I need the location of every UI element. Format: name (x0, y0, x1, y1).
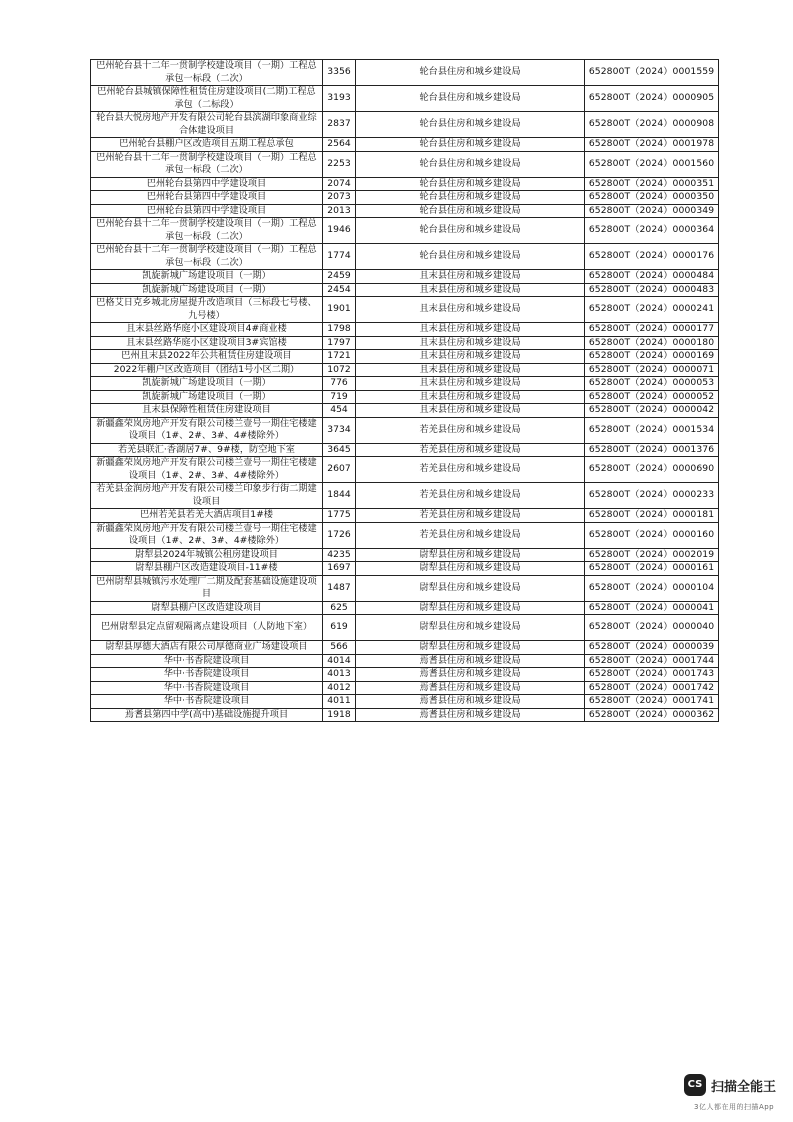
project-name-cell: 巴州且末县2022年公共租赁住房建设项目 (91, 350, 323, 364)
issuing-unit-cell: 若羌县住房和城乡建设局 (356, 443, 585, 457)
amount-cell: 776 (323, 377, 356, 391)
certificate-number-cell: 652800T（2024）0000908 (585, 112, 719, 138)
project-name-cell: 巴州轮台县十二年一贯制学校建设项目（一期）工程总承包一标段（二次） (91, 218, 323, 244)
project-name-cell: 巴州轮台县第四中学建设项目 (91, 191, 323, 205)
table-row (91, 443, 719, 457)
table-row (91, 204, 719, 218)
issuing-unit-cell: 尉犁县住房和城乡建设局 (356, 548, 585, 562)
certificate-number-cell: 652800T（2024）0000071 (585, 363, 719, 377)
project-name-cell: 巴州轮台县棚户区改造项目五期工程总承包 (91, 138, 323, 152)
table-row (91, 509, 719, 523)
amount-cell: 1697 (323, 562, 356, 576)
certificate-number-cell: 652800T（2024）0000351 (585, 177, 719, 191)
certificate-number-cell: 652800T（2024）0001376 (585, 443, 719, 457)
table-row (91, 695, 719, 709)
certificate-number-cell: 652800T（2024）0001559 (585, 60, 719, 86)
certificate-number-cell: 652800T（2024）0000349 (585, 204, 719, 218)
project-name-cell: 2022年棚户区改造项目（团结1号小区二期） (91, 363, 323, 377)
project-name-cell: 若羌县金润房地产开发有限公司楼兰印象步行街二期建设项目 (91, 483, 323, 509)
project-name-cell: 华中·书香院建设项目 (91, 695, 323, 709)
amount-cell: 3356 (323, 60, 356, 86)
amount-cell: 1487 (323, 575, 356, 601)
issuing-unit-cell: 焉耆县住房和城乡建设局 (356, 708, 585, 722)
project-name-cell: 华中·书香院建设项目 (91, 654, 323, 668)
certificate-number-cell: 652800T（2024）0002019 (585, 548, 719, 562)
issuing-unit-cell: 轮台县住房和城乡建设局 (356, 191, 585, 205)
project-name-cell: 新疆鑫荣岚房地产开发有限公司楼兰壹号一期住宅楼建设项目（1#、2#、3#、4#楼除外） (91, 457, 323, 483)
amount-cell: 1775 (323, 509, 356, 523)
issuing-unit-cell: 轮台县住房和城乡建设局 (356, 244, 585, 270)
certificate-number-cell: 652800T（2024）0000041 (585, 601, 719, 615)
issuing-unit-cell: 轮台县住房和城乡建设局 (356, 218, 585, 244)
issuing-unit-cell: 焉耆县住房和城乡建设局 (356, 668, 585, 682)
amount-cell: 1798 (323, 323, 356, 337)
issuing-unit-cell: 轮台县住房和城乡建设局 (356, 112, 585, 138)
issuing-unit-cell: 且末县住房和城乡建设局 (356, 323, 585, 337)
issuing-unit-cell: 且末县住房和城乡建设局 (356, 377, 585, 391)
issuing-unit-cell: 若羌县住房和城乡建设局 (356, 457, 585, 483)
issuing-unit-cell: 且末县住房和城乡建设局 (356, 404, 585, 418)
issuing-unit-cell: 轮台县住房和城乡建设局 (356, 86, 585, 112)
amount-cell: 2013 (323, 204, 356, 218)
certificate-number-cell: 652800T（2024）0000040 (585, 615, 719, 641)
amount-cell: 1721 (323, 350, 356, 364)
table-row (91, 562, 719, 576)
issuing-unit-cell: 若羌县住房和城乡建设局 (356, 483, 585, 509)
issuing-unit-cell: 焉耆县住房和城乡建设局 (356, 654, 585, 668)
table-row (91, 457, 719, 483)
certificate-number-cell: 652800T（2024）0000362 (585, 708, 719, 722)
table-row (91, 601, 719, 615)
table-row (91, 177, 719, 191)
table-row (91, 336, 719, 350)
certificate-number-cell: 652800T（2024）0000042 (585, 404, 719, 418)
certificate-number-cell: 652800T（2024）0000104 (585, 575, 719, 601)
project-name-cell: 华中·书香院建设项目 (91, 668, 323, 682)
project-table (90, 59, 719, 722)
certificate-number-cell: 652800T（2024）0000181 (585, 509, 719, 523)
issuing-unit-cell: 且末县住房和城乡建设局 (356, 283, 585, 297)
project-name-cell: 巴州轮台县城镇保障性租赁住房建设项目(二期)工程总承包（二标段） (91, 86, 323, 112)
certificate-number-cell: 652800T（2024）0001534 (585, 417, 719, 443)
table-row (91, 191, 719, 205)
amount-cell: 1901 (323, 297, 356, 323)
table-row (91, 138, 719, 152)
issuing-unit-cell: 焉耆县住房和城乡建设局 (356, 681, 585, 695)
amount-cell: 1072 (323, 363, 356, 377)
project-name-cell: 且末县丝路华庭小区建设项目4#商业楼 (91, 323, 323, 337)
table-row (91, 60, 719, 86)
project-name-cell: 尉犁县厚德大酒店有限公司厚德商业广场建设项目 (91, 641, 323, 655)
amount-cell: 1797 (323, 336, 356, 350)
project-name-cell: 巴州尉犁县定点留观隔离点建设项目（人防地下室） (91, 615, 323, 641)
project-name-cell: 巴格艾日克乡城北房屋提升改造项目（三标段七号楼、九号楼） (91, 297, 323, 323)
table-row (91, 151, 719, 177)
certificate-number-cell: 652800T（2024）0000483 (585, 283, 719, 297)
issuing-unit-cell: 尉犁县住房和城乡建设局 (356, 562, 585, 576)
project-name-cell: 巴州尉犁县城镇污水处理厂二期及配套基础设施建设项目 (91, 575, 323, 601)
project-name-cell: 焉耆县第四中学(高中)基础设施提升项目 (91, 708, 323, 722)
issuing-unit-cell: 轮台县住房和城乡建设局 (356, 151, 585, 177)
amount-cell: 1844 (323, 483, 356, 509)
certificate-number-cell: 652800T（2024）0000180 (585, 336, 719, 350)
table-row (91, 283, 719, 297)
project-name-cell: 巴州轮台县第四中学建设项目 (91, 204, 323, 218)
amount-cell: 625 (323, 601, 356, 615)
issuing-unit-cell: 尉犁县住房和城乡建设局 (356, 615, 585, 641)
issuing-unit-cell: 若羌县住房和城乡建设局 (356, 509, 585, 523)
certificate-number-cell: 652800T（2024）0000176 (585, 244, 719, 270)
certificate-number-cell: 652800T（2024）0001743 (585, 668, 719, 682)
table-row (91, 575, 719, 601)
issuing-unit-cell: 尉犁县住房和城乡建设局 (356, 601, 585, 615)
project-name-cell: 华中·书香院建设项目 (91, 681, 323, 695)
watermark-subtitle: 3亿人都在用的扫描App (694, 1103, 775, 1111)
issuing-unit-cell: 焉耆县住房和城乡建设局 (356, 695, 585, 709)
certificate-number-cell: 652800T（2024）0001742 (585, 681, 719, 695)
issuing-unit-cell: 且末县住房和城乡建设局 (356, 297, 585, 323)
amount-cell: 4012 (323, 681, 356, 695)
camscanner-logo-icon: CS (684, 1074, 706, 1096)
project-name-cell: 尉犁县2024年城镇公租房建设项目 (91, 548, 323, 562)
table-row (91, 548, 719, 562)
issuing-unit-cell: 尉犁县住房和城乡建设局 (356, 641, 585, 655)
project-name-cell: 凯旋新城广场建设项目（一期） (91, 377, 323, 391)
amount-cell: 619 (323, 615, 356, 641)
project-name-cell: 新疆鑫荣岚房地产开发有限公司楼兰壹号一期住宅楼建设项目（1#、2#、3#、4#楼除外） (91, 417, 323, 443)
amount-cell: 2073 (323, 191, 356, 205)
project-name-cell: 尉犁县棚户区改造建设项目 (91, 601, 323, 615)
certificate-number-cell: 652800T（2024）0000484 (585, 270, 719, 284)
certificate-number-cell: 652800T（2024）0000905 (585, 86, 719, 112)
amount-cell: 1774 (323, 244, 356, 270)
amount-cell: 4013 (323, 668, 356, 682)
amount-cell: 1726 (323, 522, 356, 548)
amount-cell: 4235 (323, 548, 356, 562)
issuing-unit-cell: 轮台县住房和城乡建设局 (356, 138, 585, 152)
table-row (91, 270, 719, 284)
certificate-number-cell: 652800T（2024）0000053 (585, 377, 719, 391)
project-name-cell: 轮台县大悦房地产开发有限公司轮台县滨湖印象商业综合体建设项目 (91, 112, 323, 138)
project-name-cell: 巴州若羌县若羌大酒店项目1#楼 (91, 509, 323, 523)
table-row (91, 404, 719, 418)
table-row (91, 218, 719, 244)
table-row (91, 708, 719, 722)
project-name-cell: 且末县丝路华庭小区建设项目3#宾馆楼 (91, 336, 323, 350)
amount-cell: 2074 (323, 177, 356, 191)
table-row (91, 377, 719, 391)
issuing-unit-cell: 且末县住房和城乡建设局 (356, 363, 585, 377)
table-row (91, 297, 719, 323)
issuing-unit-cell: 且末县住房和城乡建设局 (356, 350, 585, 364)
table-row (91, 86, 719, 112)
table-row (91, 350, 719, 364)
table-row (91, 323, 719, 337)
amount-cell: 2607 (323, 457, 356, 483)
table-row (91, 483, 719, 509)
issuing-unit-cell: 轮台县住房和城乡建设局 (356, 60, 585, 86)
table-row (91, 244, 719, 270)
project-table-body (91, 60, 719, 722)
certificate-number-cell: 652800T（2024）0000364 (585, 218, 719, 244)
amount-cell: 1918 (323, 708, 356, 722)
project-name-cell: 巴州轮台县十二年一贯制学校建设项目（一期）工程总承包一标段（二次） (91, 151, 323, 177)
amount-cell: 2454 (323, 283, 356, 297)
project-name-cell: 且末县保障性租赁住房建设项目 (91, 404, 323, 418)
certificate-number-cell: 652800T（2024）0000241 (585, 297, 719, 323)
issuing-unit-cell: 轮台县住房和城乡建设局 (356, 177, 585, 191)
amount-cell: 1946 (323, 218, 356, 244)
table-row (91, 615, 719, 641)
project-name-cell: 巴州轮台县十二年一贯制学校建设项目（一期）工程总承包一标段（二次） (91, 60, 323, 86)
table-row (91, 112, 719, 138)
issuing-unit-cell: 且末县住房和城乡建设局 (356, 270, 585, 284)
certificate-number-cell: 652800T（2024）0000161 (585, 562, 719, 576)
table-row (91, 668, 719, 682)
amount-cell: 4014 (323, 654, 356, 668)
certificate-number-cell: 652800T（2024）0000177 (585, 323, 719, 337)
amount-cell: 3645 (323, 443, 356, 457)
project-name-cell: 若羌县联汇·香湖居7#、9#楼，防空地下室 (91, 443, 323, 457)
issuing-unit-cell: 尉犁县住房和城乡建设局 (356, 575, 585, 601)
project-name-cell: 凯旋新城广场建设项目（一期） (91, 390, 323, 404)
certificate-number-cell: 652800T（2024）0000160 (585, 522, 719, 548)
table-row (91, 681, 719, 695)
amount-cell: 2837 (323, 112, 356, 138)
amount-cell: 3734 (323, 417, 356, 443)
issuing-unit-cell: 且末县住房和城乡建设局 (356, 390, 585, 404)
watermark-title: 扫描全能王 (711, 1080, 777, 1095)
certificate-number-cell: 652800T（2024）0001978 (585, 138, 719, 152)
project-name-cell: 新疆鑫荣岚房地产开发有限公司楼兰壹号一期住宅楼建设项目（1#、2#、3#、4#楼除外） (91, 522, 323, 548)
amount-cell: 3193 (323, 86, 356, 112)
amount-cell: 4011 (323, 695, 356, 709)
table-row (91, 417, 719, 443)
table-row (91, 522, 719, 548)
amount-cell: 2564 (323, 138, 356, 152)
amount-cell: 719 (323, 390, 356, 404)
issuing-unit-cell: 若羌县住房和城乡建设局 (356, 417, 585, 443)
certificate-number-cell: 652800T（2024）0001741 (585, 695, 719, 709)
certificate-number-cell: 652800T（2024）0000690 (585, 457, 719, 483)
table-row (91, 641, 719, 655)
project-name-cell: 凯旋新城广场建设项目（一期） (91, 283, 323, 297)
amount-cell: 454 (323, 404, 356, 418)
certificate-number-cell: 652800T（2024）0000039 (585, 641, 719, 655)
issuing-unit-cell: 轮台县住房和城乡建设局 (356, 204, 585, 218)
certificate-number-cell: 652800T（2024）0000169 (585, 350, 719, 364)
issuing-unit-cell: 且末县住房和城乡建设局 (356, 336, 585, 350)
amount-cell: 2459 (323, 270, 356, 284)
table-row (91, 390, 719, 404)
certificate-number-cell: 652800T（2024）0001560 (585, 151, 719, 177)
project-name-cell: 巴州轮台县第四中学建设项目 (91, 177, 323, 191)
table-row (91, 363, 719, 377)
project-name-cell: 凯旋新城广场建设项目（一期） (91, 270, 323, 284)
table-row (91, 654, 719, 668)
amount-cell: 2253 (323, 151, 356, 177)
certificate-number-cell: 652800T（2024）0000350 (585, 191, 719, 205)
project-name-cell: 尉犁县棚户区改造建设项目-11#楼 (91, 562, 323, 576)
certificate-number-cell: 652800T（2024）0000052 (585, 390, 719, 404)
issuing-unit-cell: 若羌县住房和城乡建设局 (356, 522, 585, 548)
project-name-cell: 巴州轮台县十二年一贯制学校建设项目（一期）工程总承包一标段（二次） (91, 244, 323, 270)
certificate-number-cell: 652800T（2024）0000233 (585, 483, 719, 509)
amount-cell: 566 (323, 641, 356, 655)
certificate-number-cell: 652800T（2024）0001744 (585, 654, 719, 668)
